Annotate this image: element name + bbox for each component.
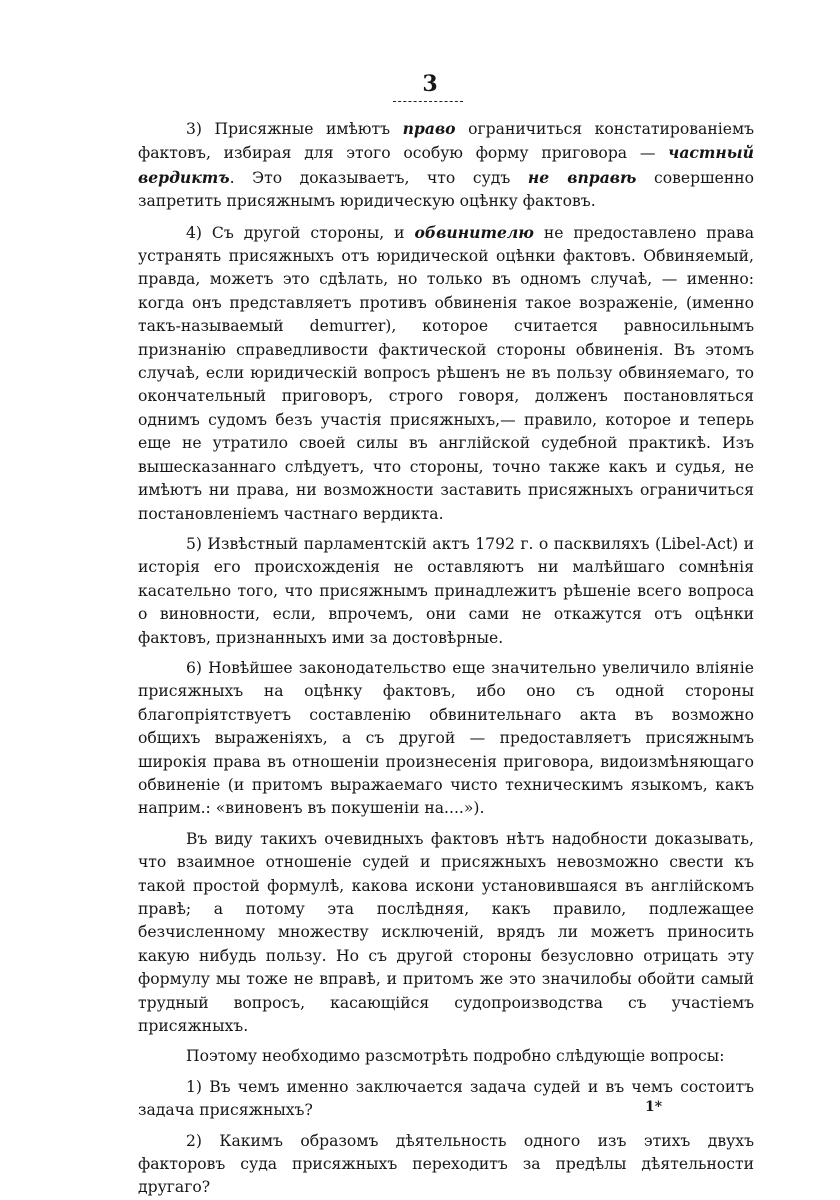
paragraph-conclusion <box>138 828 754 1039</box>
signature-mark: 1* <box>645 1099 663 1115</box>
paragraph-point-4 <box>138 221 754 526</box>
header-rule <box>393 101 463 102</box>
text-run: 6) Новѣйшее законодательство еще значительно увеличило вліяніе присяжныхъ на оцѣнку фактовъ, ибо оно съ одной стороны благопріятствуетъ составленію обвинительнаго акта въ возможно общихъ выраженіяхъ, а съ другой — предоставляетъ присяжнымъ широкія права въ отношеніи произнесенія приговора, видоизмѣняющаго обвиненіе (и притомъ выражаемаго чисто техническимъ языкомъ, какъ наприм.: «виновенъ въ покушеніи на....»). <box>138 658 754 818</box>
page-number: 3 <box>422 71 438 97</box>
text-run: 1) Въ чемъ именно заключается задача судей и въ чемъ состоитъ задача присяжныхъ? <box>138 1077 754 1120</box>
text-run: Поэтому необходимо разсмотрѣть подробно слѣдующіе вопросы: <box>186 1047 725 1066</box>
text-run: совершенно запретить присяжнымъ юридическую оцѣнку фактовъ. <box>138 168 754 211</box>
text-run: Въ виду такихъ очевидныхъ фактовъ нѣтъ надобности доказывать, что взаимное отношеніе судей и присяжныхъ невозможно свести къ такой простой формулѣ, какова искони установившаяся въ англійскомъ правѣ; а потому эта послѣдняя, какъ правило, подлежащее безчисленному множеству исключеній, врядъ ли можетъ приносить какую нибудь пользу. Но съ другой стороны безусловно отрицать эту формулу мы тоже не вправѣ, и притомъ же это значилобы обойти самый трудный вопросъ, касающійся судопроизводства съ участіемъ присяжныхъ. <box>138 829 754 1036</box>
text-run: . Это доказываетъ, что судъ <box>229 168 528 187</box>
body-text <box>138 117 754 1200</box>
paragraph-question-2 <box>138 1130 754 1200</box>
emphasized-text: частный вердиктъ <box>138 143 754 187</box>
paragraph-point-3 <box>138 117 754 214</box>
emphasized-text: право <box>402 119 456 138</box>
text-run: 3) Присяжные имѣютъ <box>186 120 403 138</box>
text-run: ограничиться констатированіемъ фактовъ, избирая для этого особую форму приговора — <box>138 120 754 163</box>
emphasized-text: обвинителю <box>414 222 534 242</box>
text-run: 2) Какимъ образомъ дѣятельность одного изъ этихъ двухъ факторовъ суда присяжныхъ переходитъ за предѣлы дѣятельности другаго? <box>138 1131 754 1197</box>
text-run: 4) Съ другой стороны, и <box>186 223 415 242</box>
paragraph-questions-intro <box>138 1045 754 1068</box>
text-run: не предоставлено права устранять присяжныхъ отъ юридической оцѣнки фактовъ. Обвиняемый, правда, можетъ это сдѣлать, но только въ одномъ случаѣ, — именно: когда онъ представляетъ противъ обвиненія такое возраженіе, (именно такъ-называемый demurrer), которое считается равносильнымъ признанію справедливости фактической стороны обвиненія. Въ этомъ случаѣ, если юридическій вопросъ рѣшенъ не въ пользу обвиняемаго, то окончательный приговоръ, строго говоря, долженъ постановляться однимъ судомъ безъ участія присяжныхъ,— правило, которое и теперь еще не утратило своей силы въ англійской судебной практикѣ. Изъ вышесказаннаго слѣдуетъ, что стороны, точно также какъ и судья, не имѣютъ ни права, ни возможности заставить присяжныхъ ограничиться постановленіемъ частнаго вердикта. <box>138 223 755 523</box>
emphasized-text: не вправѣ <box>527 167 637 187</box>
text-run: 5) Извѣстный парламентскій актъ 1792 г. о пасквиляхъ (Libel-Act) и исторія его происхожденія не оставляютъ ни малѣйшаго сомнѣнія касательно того, что присяжнымъ принадлежитъ рѣшеніе всего вопроса о виновности, если, впрочемъ, они сами не откажутся отъ оцѣнки фактовъ, признанныхъ ими за достовѣрные. <box>138 534 754 647</box>
paragraph-point-6 <box>138 657 754 821</box>
paragraph-point-5 <box>138 533 754 650</box>
